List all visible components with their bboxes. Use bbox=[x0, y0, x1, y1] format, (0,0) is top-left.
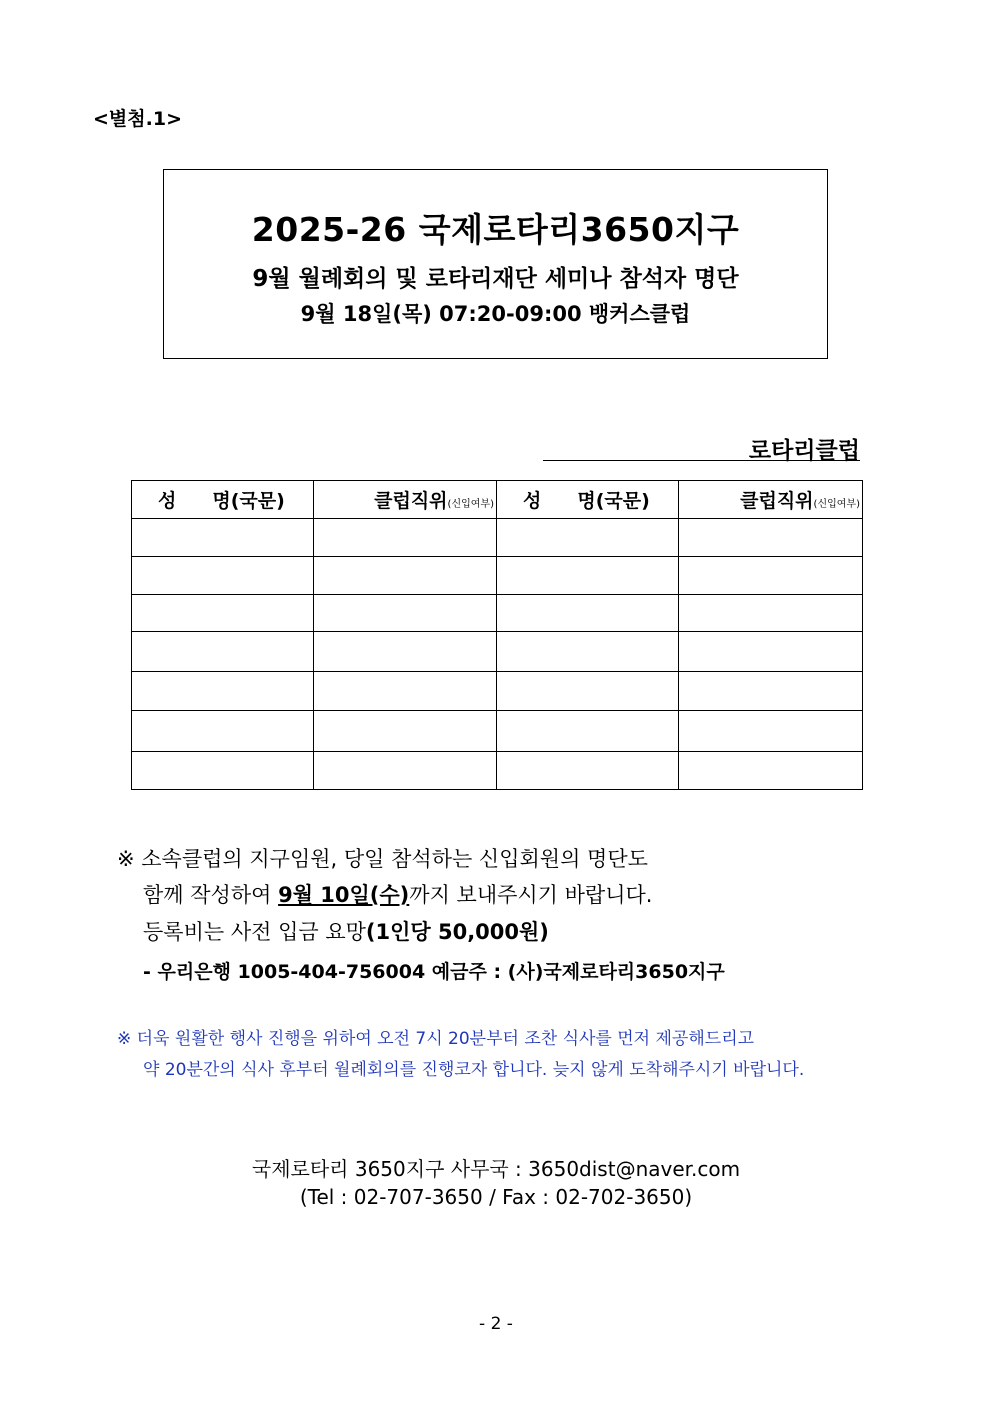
attachment-label: <별첨.1> bbox=[93, 108, 182, 130]
table-row bbox=[132, 752, 863, 790]
registration-fee: (1인당 50,000원) bbox=[365, 920, 549, 944]
table-cell[interactable] bbox=[314, 752, 497, 790]
table-header-row bbox=[132, 481, 863, 519]
note-line-2: 함께 작성하여 9월 10일(수)까지 보내주시기 바랍니다. bbox=[143, 883, 653, 907]
document-subtitle: 9월 월례회의 및 로타리재단 세미나 참석자 명단 bbox=[252, 266, 739, 292]
table-cell[interactable] bbox=[497, 519, 679, 557]
table-row bbox=[132, 595, 863, 632]
title-box bbox=[163, 169, 828, 359]
table-row bbox=[132, 711, 863, 752]
table-cell[interactable] bbox=[679, 632, 863, 672]
header-name-left: 성 명(국문) bbox=[132, 481, 314, 519]
deadline-date: 9월 10일(수) bbox=[278, 883, 410, 907]
page-number: - 2 - bbox=[479, 1314, 513, 1334]
table-row bbox=[132, 672, 863, 711]
table-cell[interactable] bbox=[314, 557, 497, 595]
table-cell[interactable] bbox=[497, 595, 679, 632]
table-cell[interactable] bbox=[314, 672, 497, 711]
breakfast-note-line-1: ※ 더욱 원활한 행사 진행을 위하여 오전 7시 20분부터 조찬 식사를 먼저 제공해드리고 bbox=[117, 1029, 755, 1049]
document-title: 2025-26 국제로타리3650지구 bbox=[251, 210, 740, 249]
table-row bbox=[132, 632, 863, 672]
table-cell[interactable] bbox=[314, 632, 497, 672]
table-row bbox=[132, 519, 863, 557]
table-cell[interactable] bbox=[497, 557, 679, 595]
note-line-3: 등록비는 사전 입금 요망(1인당 50,000원) bbox=[143, 920, 549, 944]
header-name-right: 성 명(국문) bbox=[497, 481, 679, 519]
table-cell[interactable] bbox=[132, 632, 314, 672]
contact-phone-fax: (Tel : 02-707-3650 / Fax : 02-702-3650) bbox=[299, 1185, 693, 1209]
table-cell[interactable] bbox=[314, 519, 497, 557]
table-cell[interactable] bbox=[132, 672, 314, 711]
table-cell[interactable] bbox=[314, 595, 497, 632]
table-cell[interactable] bbox=[132, 711, 314, 752]
attendee-table bbox=[131, 480, 863, 790]
contact-office-email: 국제로타리 3650지구 사무국 : 3650dist@naver.com bbox=[251, 1157, 741, 1181]
table-row bbox=[132, 557, 863, 595]
table-cell[interactable] bbox=[679, 595, 863, 632]
table-cell[interactable] bbox=[497, 672, 679, 711]
header-position-right: 클럽직위(신입여부) bbox=[679, 481, 863, 519]
header-position-left: 클럽직위(신입여부) bbox=[314, 481, 497, 519]
table-cell[interactable] bbox=[132, 752, 314, 790]
table-cell[interactable] bbox=[679, 711, 863, 752]
club-name-fill-line[interactable] bbox=[543, 460, 860, 461]
table-cell[interactable] bbox=[497, 752, 679, 790]
table-cell[interactable] bbox=[132, 519, 314, 557]
note-line-1: ※ 소속클럽의 지구임원, 당일 참석하는 신입회원의 명단도 bbox=[117, 847, 648, 871]
table-cell[interactable] bbox=[679, 557, 863, 595]
table-cell[interactable] bbox=[679, 519, 863, 557]
breakfast-note-line-2: 약 20분간의 식사 후부터 월례회의를 진행코자 합니다. 늦지 않게 도착해주시기 바랍니다. bbox=[143, 1060, 805, 1080]
club-name-label: 로타리클럽 bbox=[748, 438, 860, 464]
event-datetime-venue: 9월 18일(목) 07:20-09:00 뱅커스클럽 bbox=[300, 302, 691, 326]
table-cell[interactable] bbox=[314, 711, 497, 752]
table-cell[interactable] bbox=[497, 711, 679, 752]
table-cell[interactable] bbox=[679, 672, 863, 711]
bank-account-line: - 우리은행 1005-404-756004 예금주 : (사)국제로타리3650지구 bbox=[143, 961, 725, 983]
table-cell[interactable] bbox=[679, 752, 863, 790]
table-cell[interactable] bbox=[497, 632, 679, 672]
table-cell[interactable] bbox=[132, 557, 314, 595]
table-cell[interactable] bbox=[132, 595, 314, 632]
